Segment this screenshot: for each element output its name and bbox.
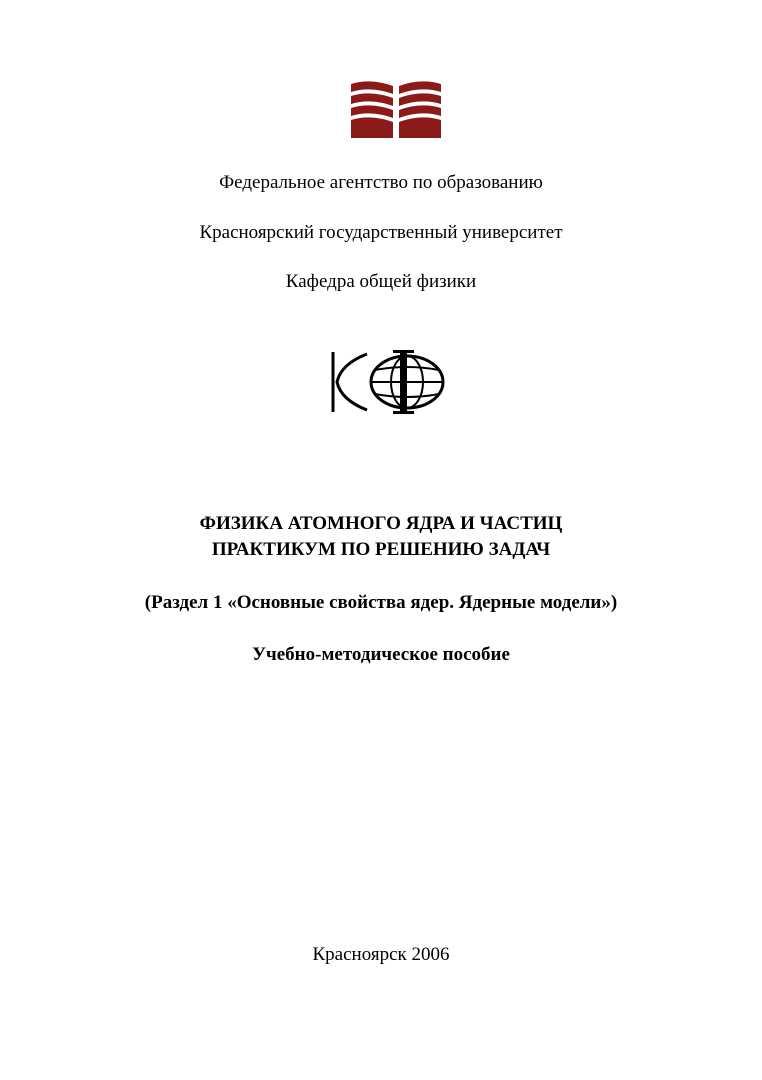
kf-department-logo-icon [327, 348, 447, 416]
university-name: Красноярский государственный университет [199, 222, 563, 243]
title-line-2: ПРАКТИКУМ ПО РЕШЕНИЮ ЗАДАЧ [211, 539, 551, 560]
department-name: Кафедра общей физики [285, 271, 477, 292]
document-type: Учебно-методическое пособие [252, 644, 510, 665]
agency-name: Федеральное агентство по образованию [219, 172, 543, 193]
open-book-logo-icon [349, 76, 443, 140]
section-title: (Раздел 1 «Основные свойства ядер. Ядерные модели») [144, 592, 618, 613]
city-year: Красноярск 2006 [312, 944, 450, 965]
title-line-1: ФИЗИКА АТОМНОГО ЯДРА И ЧАСТИЦ [199, 513, 563, 534]
